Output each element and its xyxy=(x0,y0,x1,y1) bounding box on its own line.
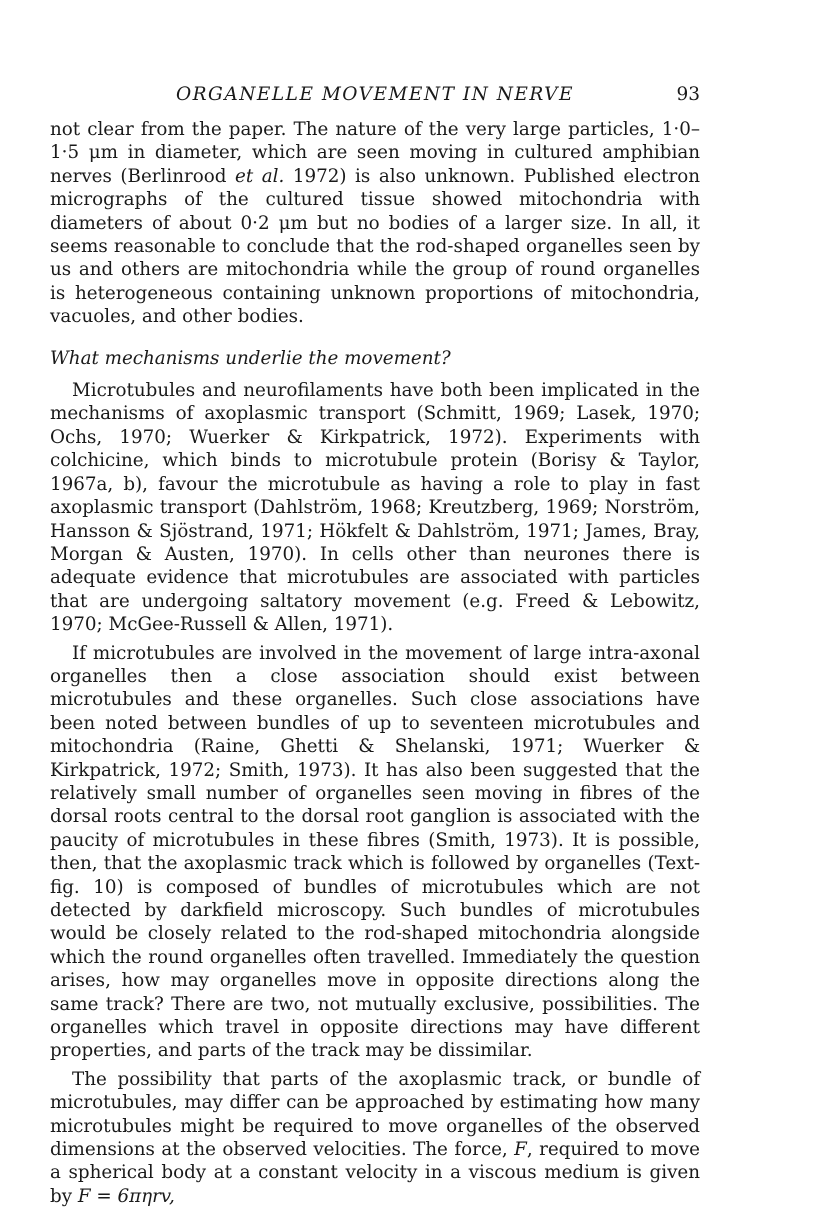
paragraph-text: not clear from the paper. The nature of the very large particles, 1·0–1·5 μm in diameter, which are seen moving in cultured amphibian nerves (Berlinrood xyxy=(50,119,700,187)
page-number: 93 xyxy=(676,84,700,105)
body-text xyxy=(50,118,700,1208)
paragraph-microtubules: Microtubules and neurofilaments have both been implicated in the mechanisms of axoplasmic transport (Schmitt, 1969; Lasek, 1970; Ochs, 1970; Wuerker & Kirkpatrick, 1972). Experiments with colchicine, which binds to microtubule protein (Borisy & Taylor, 1967a, b), favour the microtubule as having a role to play in fast axoplasmic transport (Dahlström, 1968; Kreutzberg, 1969; Norström, Hansson & Sjöstrand, 1971; Hökfelt & Dahlström, 1971; James, Bray, Morgan & Austen, 1970). In cells other than neurones there is adequate evidence that microtubules are associated with particles that are undergoing saltatory movement (e.g. Freed & Lebowitz, 1970; McGee-Russell & Allen, 1971). xyxy=(50,380,700,636)
et-al-italic: et al. xyxy=(235,165,285,187)
stokes-equation: F = 6πηrv, xyxy=(77,1185,175,1207)
paragraph-force xyxy=(50,1068,700,1208)
paragraph-continued xyxy=(50,118,700,329)
running-title: ORGANELLE MOVEMENT IN NERVE xyxy=(175,84,575,105)
force-symbol: F xyxy=(514,1139,527,1161)
paragraph-text: 1972) is also unknown. Published electron micrographs of the cultured tissue showed mitochondria with diameters of about 0·2 μm but no bodies of a larger size. In all, it seems reasonable to conclude that the rod-shaped organelles seen by us and others are mitochondria while the group of round organelles is heterogeneous containing unknown proportions of mitochondria, vacuoles, and other bodies. xyxy=(50,165,700,328)
running-head xyxy=(50,84,700,112)
paragraph-text: The possibility that parts of the axoplasmic track, or bundle of microtubules, may differ can be approached by estimating how many microtubules might be required to move organelles of the observed dimensions at the observed velocities. The force, xyxy=(50,1068,700,1161)
paragraph-association: If microtubules are involved in the movement of large intra-axonal organelles then a close association should exist between microtubules and these organelles. Such close associations have been noted between bundles of up to seventeen microtubules and mitochondria (Raine, Ghetti & Shelanski, 1971; Wuerker & Kirkpatrick, 1972; Smith, 1973). It has also been suggested that the relatively small number of organelles seen moving in fibres of the dorsal roots central to the dorsal root ganglion is associated with the paucity of microtubules in these fibres (Smith, 1973). It is possible, then, that the axoplasmic track which is followed by organelles (Text-fig. 10) is composed of bundles of microtubules which are not detected by darkfield microscopy. Such bundles of microtubules would be closely related to the rod-shaped mitochondria alongside which the round organelles often travelled. Immediately the question arises, how may organelles move in opposite directions along the same track? There are two, not mutually exclusive, possibilities. The organelles which travel in opposite directions may have different properties, and parts of the track may be dissimilar. xyxy=(50,642,700,1062)
paragraph-text: , required to move a spherical body at a constant velocity in a viscous medium is given by xyxy=(50,1139,700,1207)
section-heading: What mechanisms underlie the movement? xyxy=(50,347,451,369)
